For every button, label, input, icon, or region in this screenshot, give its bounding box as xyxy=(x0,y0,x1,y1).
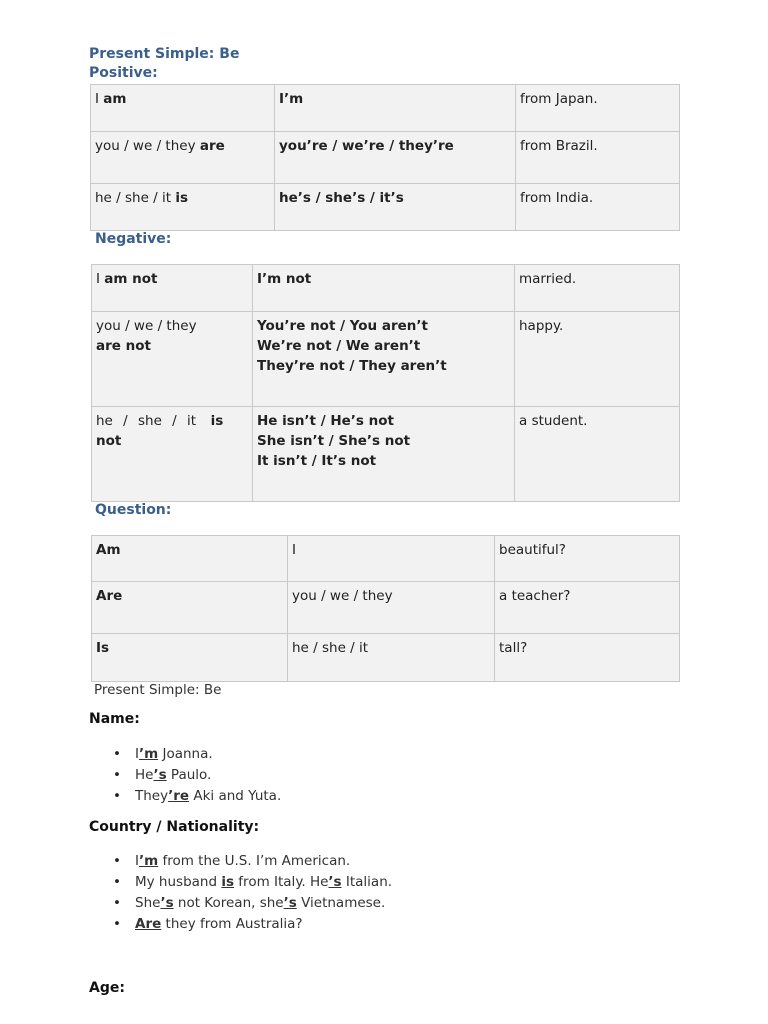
subject-cell: you / we / they xyxy=(288,582,495,634)
question-heading: Question: xyxy=(95,502,172,518)
question-table xyxy=(91,535,680,682)
list-item: • She’s not Korean, she’s Vietnamese. xyxy=(113,893,392,914)
subject-cell: he / she / it xyxy=(288,634,495,682)
example-cell: a teacher? xyxy=(495,582,680,634)
verb-cell: Is xyxy=(92,634,288,682)
verb-cell: Am xyxy=(92,536,288,582)
subject-cell: he / she / it is xyxy=(91,184,275,231)
age-heading: Age: xyxy=(89,980,125,996)
list-item: • I’m Joanna. xyxy=(113,744,281,765)
example-cell: from Brazil. xyxy=(516,132,680,184)
table-row xyxy=(91,184,680,231)
short-form-cell: you’re / we’re / they’re xyxy=(275,132,516,184)
positive-table xyxy=(90,84,680,231)
verb-cell: Are xyxy=(92,582,288,634)
example-cell: tall? xyxy=(495,634,680,682)
table-row xyxy=(92,407,680,502)
list-item: • He’s Paulo. xyxy=(113,765,281,786)
name-heading: Name: xyxy=(89,711,140,727)
example-cell: married. xyxy=(515,265,680,312)
short-form-cell: I’m xyxy=(275,85,516,132)
table-row xyxy=(91,132,680,184)
list-item: • Are they from Australia? xyxy=(113,914,392,935)
short-form-cell: You’re not / You aren’t We’re not / We aren’t They’re not / They aren’t xyxy=(253,312,515,407)
page-title: Present Simple: Be xyxy=(89,46,240,62)
table-row xyxy=(92,536,680,582)
short-form-cell: He isn’t / He’s not She isn’t / She’s not It isn’t / It’s not xyxy=(253,407,515,502)
table-row xyxy=(92,312,680,407)
positive-heading: Positive: xyxy=(89,65,158,81)
example-cell: from Japan. xyxy=(516,85,680,132)
table-row xyxy=(91,85,680,132)
negative-table xyxy=(91,264,680,502)
caption: Present Simple: Be xyxy=(94,682,222,698)
table-row xyxy=(92,582,680,634)
list-item: • My husband is from Italy. He’s Italian. xyxy=(113,872,392,893)
list-item: • They’re Aki and Yuta. xyxy=(113,786,281,807)
country-heading: Country / Nationality: xyxy=(89,819,260,835)
example-cell: a student. xyxy=(515,407,680,502)
table-row xyxy=(92,265,680,312)
example-cell: happy. xyxy=(515,312,680,407)
subject-cell: I xyxy=(288,536,495,582)
subject-cell: I am not xyxy=(92,265,253,312)
example-cell: beautiful? xyxy=(495,536,680,582)
example-cell: from India. xyxy=(516,184,680,231)
subject-cell: he / she / it is not xyxy=(92,407,253,502)
short-form-cell: he’s / she’s / it’s xyxy=(275,184,516,231)
list-item: • I’m from the U.S. I’m American. xyxy=(113,851,392,872)
subject-cell: you / we / they are not xyxy=(92,312,253,407)
subject-cell: you / we / they are xyxy=(91,132,275,184)
country-list xyxy=(113,851,392,935)
table-row xyxy=(92,634,680,682)
negative-heading: Negative: xyxy=(95,231,172,247)
short-form-cell: I’m not xyxy=(253,265,515,312)
name-list xyxy=(113,744,281,807)
subject-cell: I am xyxy=(91,85,275,132)
